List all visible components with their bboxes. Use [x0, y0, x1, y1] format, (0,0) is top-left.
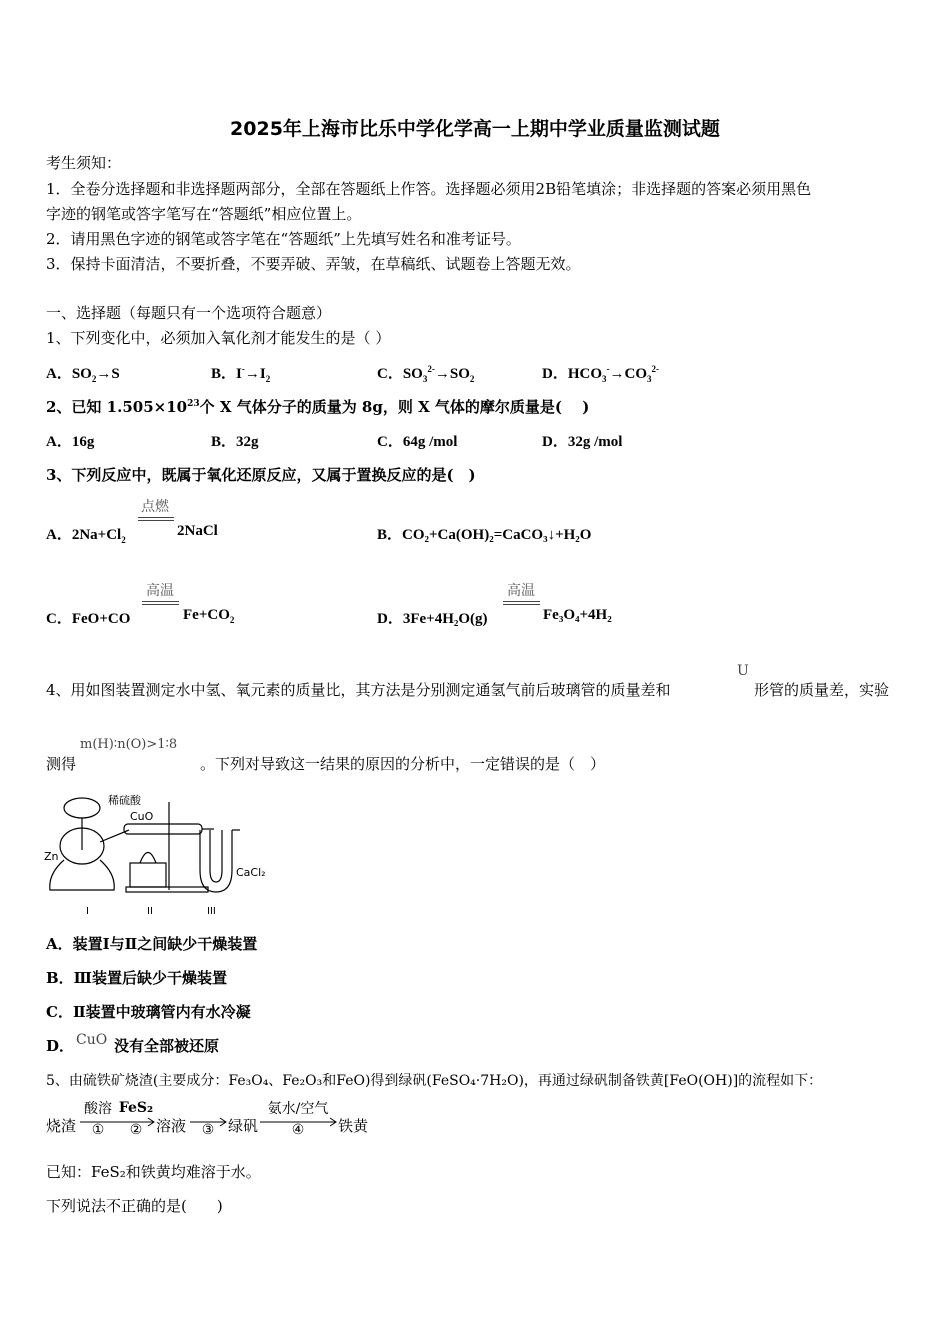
- q4-stem-line2: 。下列对导致这一结果的原因的分析中，一定错误的是（ ）: [200, 755, 606, 773]
- flow-step2-number: ②: [129, 1122, 143, 1138]
- q3-a-condition: 点燃: [141, 499, 169, 515]
- flow-step1-number: ①: [91, 1122, 105, 1138]
- q3-d-condition: 高温: [507, 583, 535, 599]
- q4-stem-line1-end: 形管的质量差，实验: [754, 681, 890, 699]
- q5-question: 下列说法不正确的是( ): [46, 1197, 223, 1215]
- funnel-bulb: [64, 798, 100, 818]
- notice-item-1-cont: 字迹的钢笔或答字笔写在“答题纸”相应位置上。: [46, 205, 362, 223]
- u-tube-outer: [200, 830, 232, 892]
- section-heading: 一、选择题（每题只有一个选项符合题意）: [46, 304, 332, 322]
- q4-option-b[interactable]: B．Ⅲ装置后缺少干燥装置: [46, 969, 227, 987]
- flow-step2-reagent: FeS₂: [118, 1100, 154, 1116]
- flow-start: 烧渣: [46, 1117, 77, 1135]
- q1-stem: 1、下列变化中，必须加入氧化剂才能发生的是（ ）: [46, 329, 391, 347]
- q1-option-b[interactable]: B．$I^-\to I_2$: [211, 364, 271, 384]
- q3-stem: 3、下列反应中，既属于氧化还原反应，又属于置换反应的是( ): [46, 466, 476, 484]
- q3-a-equals-sign: [138, 517, 174, 521]
- notice-item-1: 1．全卷分选择题和非选择题两部分，全部在答题纸上作答。选择题必须用2B铅笔填涂；非选择题的答案必须用黑色: [46, 180, 812, 198]
- flow-green-vitriol: 绿矾: [228, 1117, 259, 1135]
- q5-known: 已知：FeS₂和铁黄均难溶于水。: [46, 1163, 261, 1181]
- q2-option-a[interactable]: A．16g: [46, 434, 95, 450]
- apparatus-figure: [44, 790, 274, 920]
- flow-step4-number: ④: [291, 1122, 305, 1138]
- flow-step4-reagent: 氨水/空气: [267, 1101, 329, 1117]
- cacl2-label: CaCl₂: [236, 866, 266, 879]
- cuo-label: CuO: [130, 810, 154, 823]
- zn-label: Zn: [44, 850, 59, 863]
- q4-option-d-text: 没有全部被还原: [114, 1037, 220, 1055]
- u-tube-inner: [210, 830, 222, 882]
- notice-item-2: 2．请用黑色字迹的钢笔或答字笔在“答题纸”上先填写姓名和准考证号。: [46, 230, 521, 248]
- flow-arrow-2: [190, 1117, 228, 1127]
- q4-option-d-cuo: CuO: [76, 1032, 108, 1048]
- q3-option-a[interactable]: A．$2Na+Cl_2$: [46, 527, 126, 545]
- q3-d-product: Fe₃O₄+4H₂: [543, 607, 612, 623]
- q2-option-d[interactable]: D．32g /mol: [542, 434, 623, 450]
- q3-option-b[interactable]: B．CO₂+Ca(OH)₂=CaCO₃↓+H₂O: [377, 527, 592, 543]
- stand-base: [126, 887, 208, 892]
- notice-item-3: 3．保持卡面清洁，不要折叠，不要弄破、弄皱，在草稿纸、试题卷上答题无效。: [46, 255, 581, 273]
- flame: [140, 853, 156, 864]
- q4-option-a[interactable]: A．装置Ⅰ与Ⅱ之间缺少干燥装置: [46, 935, 258, 953]
- burner-box: [130, 863, 166, 887]
- q5-stem: 5、由硫铁矿烧渣(主要成分：Fe₃O₄、Fe₂O₃和FeO)得到绿矾(FeSO₄·7H₂O)，再通过绿矾制备铁黄[FeO(OH)]的流程如下：: [46, 1073, 823, 1089]
- q3-option-c[interactable]: C．FeO+CO: [46, 611, 131, 627]
- page-title: 2025年上海市比乐中学化学高一上期中学业质量监测试题: [230, 118, 720, 140]
- q1-option-d[interactable]: D．$HCO_3^-\to CO_3^{2-}$: [542, 364, 660, 384]
- q4-option-d[interactable]: D．: [46, 1037, 75, 1055]
- q3-c-equals-sign: [142, 601, 179, 605]
- flow-step3-number: ③: [201, 1122, 215, 1138]
- q3-c-product: $Fe+CO_2$: [183, 607, 235, 625]
- apparatus-label-2: II: [147, 906, 153, 917]
- q3-a-product: 2NaCl: [177, 523, 218, 539]
- apparatus-label-3: III: [207, 906, 216, 917]
- q4-stem-line1: 4、用如图装置测定水中氢、氧元素的质量比，其方法是分别测定通氢气前后玻璃管的质量差和: [46, 681, 671, 699]
- flow-arrow-1: [80, 1117, 156, 1127]
- flow-solution: 溶液: [156, 1117, 187, 1135]
- q3-c-condition: 高温: [146, 583, 174, 599]
- q2-option-c[interactable]: C．64g /mol: [377, 434, 458, 450]
- mass-ratio: m(H)∶n(O)>1∶8: [80, 737, 178, 752]
- q3-d-equals-sign: [503, 601, 540, 605]
- apparatus-label-1: I: [86, 906, 89, 917]
- q2-option-b[interactable]: B．32g: [211, 434, 259, 450]
- acid-label: 稀硫酸: [108, 794, 141, 807]
- q2-stem: 2、已知 $1.505\times 10^{23}$个 X 气体分子的质量为 8g，则 X 气体的摩尔质量是( ): [46, 398, 590, 416]
- q4-stem-line2-start: 测得: [46, 755, 77, 773]
- q4-option-c[interactable]: C．Ⅱ装置中玻璃管内有水冷凝: [46, 1003, 251, 1021]
- flow-end: 铁黄: [338, 1117, 369, 1135]
- flow-arrow-3: [260, 1117, 338, 1127]
- q1-option-a[interactable]: A．$SO_2\to S$: [46, 366, 120, 384]
- reaction-tube: [124, 824, 202, 834]
- notice-heading: 考生须知：: [46, 154, 122, 172]
- q1-option-c[interactable]: C．$SO_3^{2-}\to SO_2$: [377, 364, 475, 384]
- flow-step1-reagent: 酸溶: [84, 1101, 112, 1117]
- q3-option-d[interactable]: D．3Fe+4H₂O(g): [377, 611, 488, 627]
- u-tube-symbol: U: [737, 663, 749, 679]
